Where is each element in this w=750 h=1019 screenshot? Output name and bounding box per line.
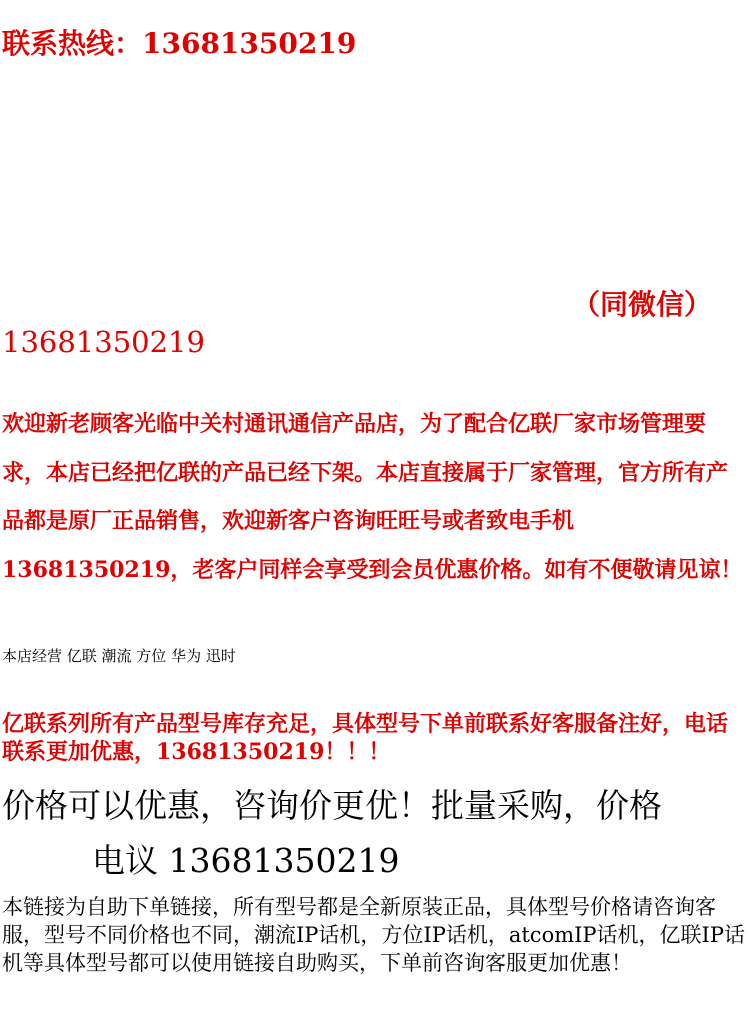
price-promo-line-2: 电议 13681350219 xyxy=(92,841,400,880)
welcome-paragraph: 欢迎新老顾客光临中关村通讯通信产品店，为了配合亿联厂家市场管理要求，本店已经把亿联的产品已经下架。本店直接属于厂家管理，官方所有产品都是原厂正品销售，欢迎新客户咨询旺旺号或者致电手机13681350219，老客户同样会享受到会员优惠价格。如有不便敬请见谅！ xyxy=(2,411,743,583)
price-promo-line-1: 价格可以优惠，咨询价更优！批量采购，价格 xyxy=(2,786,662,825)
hotline-heading: 联系热线：13681350219 xyxy=(2,27,357,60)
stock-notice: 亿联系列所有产品型号库存充足，具体型号下单前联系好客服备注好，电话联系更加优惠，13681350219！！！ xyxy=(2,711,729,765)
order-description: 本链接为自助下单链接，所有型号都是全新原装正品，具体型号价格请咨询客服，型号不同价格也不同，潮流IP话机，方位IP话机，atcomIP话机，亿联IP话机等具体型号都可以使用链接自助购买，下单前咨询客服更加优惠！ xyxy=(2,895,745,975)
wechat-note: （同微信） xyxy=(572,288,713,321)
price-promo xyxy=(2,778,748,888)
phone-number: 13681350219 xyxy=(2,325,205,359)
brands-line: 本店经营 亿联 潮流 方位 华为 迅时 xyxy=(2,647,236,665)
